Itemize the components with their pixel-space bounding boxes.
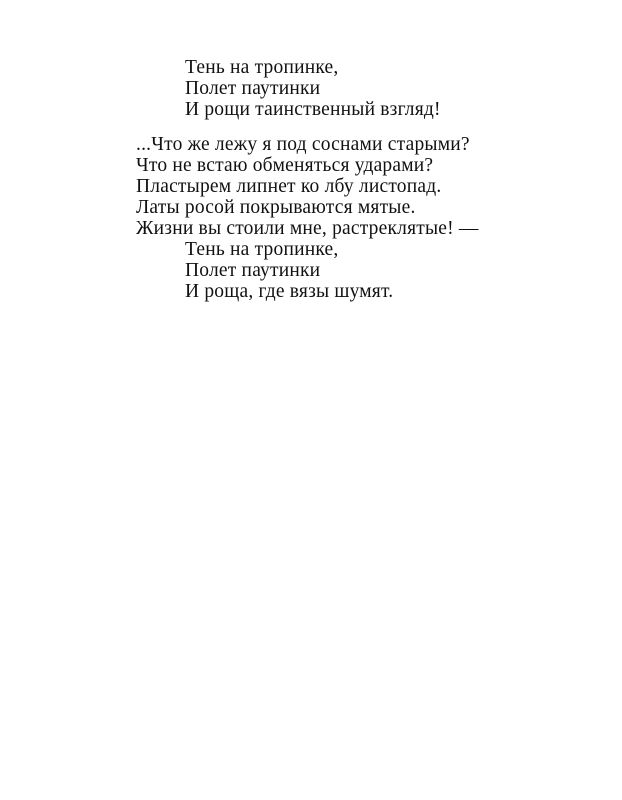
poem-line: И рощи таинственный взгляд!	[185, 99, 441, 120]
poem-line: Тень на тропинке,	[185, 239, 339, 260]
poem-line: Пластырем липнет ко лбу листопад.	[136, 176, 442, 197]
poem-line: Латы росой покрываются мятые.	[136, 197, 416, 218]
poem-line: Что не встаю обменяться ударами?	[136, 155, 434, 176]
poem-line: ...Что же лежу я под соснами старыми?	[136, 134, 470, 155]
poem-line: Тень на тропинке,	[185, 57, 339, 78]
poem-line: И роща, где вязы шумят.	[185, 281, 394, 302]
poem-line: Жизни вы стоили мне, растреклятые! —	[136, 218, 479, 239]
poem-line: Полет паутинки	[185, 260, 321, 281]
poem-line: Полет паутинки	[185, 78, 321, 99]
